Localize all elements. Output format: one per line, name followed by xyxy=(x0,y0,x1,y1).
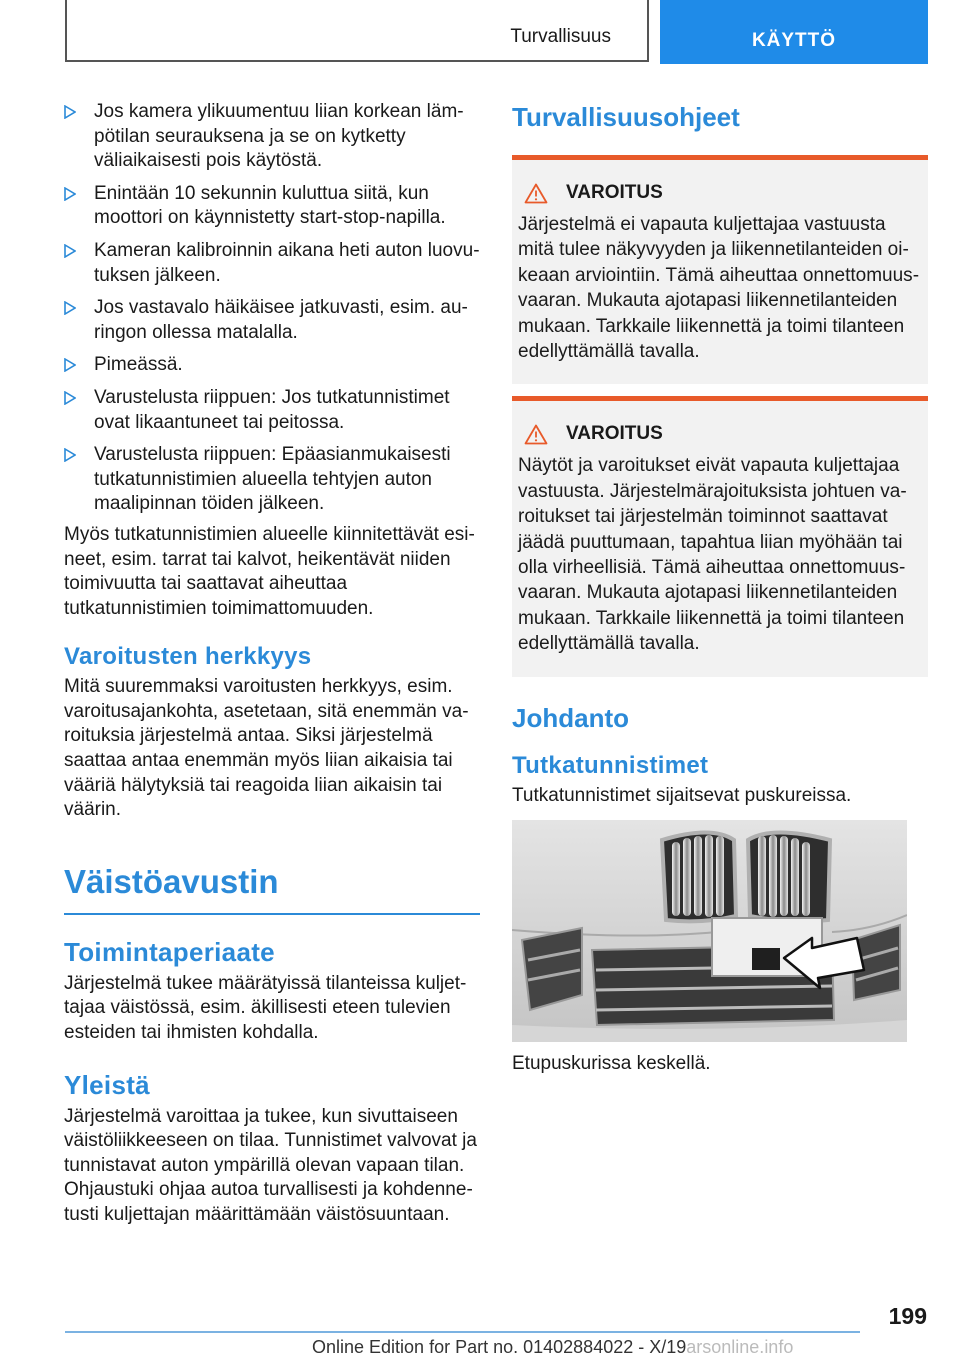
list-item: Enintään 10 sekunnin kuluttua siitä, kun moottori on käynnistetty start-stop-napilla. xyxy=(64,182,480,231)
footer-edition-text: Online Edition for Part no. 01402884022 - X/19 xyxy=(312,1337,687,1357)
heading-evasion-assist: Väistöavustin xyxy=(64,863,480,915)
header-chapter-tab xyxy=(660,0,928,64)
triangle-right-bullet-icon xyxy=(64,187,76,201)
warning-triangle-icon xyxy=(524,183,548,204)
left-column xyxy=(64,100,480,1228)
warning-title: VAROITUS xyxy=(566,182,663,203)
footer-divider xyxy=(65,1331,860,1333)
triangle-right-bullet-icon xyxy=(64,358,76,372)
list-item: Kameran kalibroinnin aikana heti auton luovutuksen jälkeen. xyxy=(64,239,480,288)
warning-title: VAROITUS xyxy=(566,423,663,445)
list-item: Pimeässä. xyxy=(64,353,480,378)
warning-box-2 xyxy=(512,396,928,676)
list-item: Varustelusta riippuen: Epäasianmukaisesti tutkatunnistimien alueella tehtyjen auton maalipinnan töiden jälkeen. xyxy=(64,443,480,517)
paragraph-sensors: Tutkatunnistimet sijaitsevat puskureissa. xyxy=(512,784,852,806)
header-chapter-label: KÄYTTÖ xyxy=(751,30,837,51)
header-section-box xyxy=(65,0,649,62)
footer-watermark: arsonline.info xyxy=(686,1337,794,1357)
heading-introduction: Johdanto xyxy=(512,702,629,733)
footer-edition xyxy=(312,1337,793,1358)
warning-text: Järjestelmä ei vapauta kuljettajaa vastuusta mitä tulee näkyvyyden ja liikennetilanteiden oikeaan arviointiin. Tämä aiheuttaa onnettomuusvaaran. Mukauta ajotapasi liikennetilanteiden mukaan. Tarkkaile liikennettä ja toimi tilanteen edellyttämällä tavalla. xyxy=(518,214,920,363)
paragraph-principle: Järjestelmä tukee määrätyissä tilanteissa kuljettajaa väistössä, esim. äkillisesti eteen tulevien esteiden tai ihmisten kohdalla. xyxy=(64,972,467,1044)
heading-radar-sensors: Tutkatunnistimet xyxy=(512,751,709,779)
triangle-right-bullet-icon xyxy=(64,391,76,405)
bumper-radar-sensor-photo xyxy=(512,820,907,1042)
right-column xyxy=(512,100,928,1077)
heading-principle: Toimintaperiaate xyxy=(64,936,275,967)
warning-triangle-icon xyxy=(524,424,548,445)
page-number: 199 xyxy=(888,1303,927,1329)
triangle-right-bullet-icon xyxy=(64,244,76,258)
triangle-right-bullet-icon xyxy=(64,301,76,315)
paragraph-attachments: Myös tutkatunnistimien alueelle kiinnitettävät esineet, esim. tarrat tai kalvot, heikentävät niiden toimivuutta tai saattavat aiheuttaa tutkatunnistimien toimimattomuuden. xyxy=(64,523,475,619)
warning-text: Näytöt ja varoitukset eivät vapauta kuljettajaa vastuusta. Järjestelmärajoituksista johtuen varoitukset tai järjestelmän toiminnot saattavat jäädä puuttumaan, tapahtua liian myöhään tai olla virheellisiä. Tämä aiheuttaa onnettomuusvaaran. Mukauta ajotapasi liikennetilanteiden mukaan. Tarkkaile liikennettä ja toimi tilanteen edellyttämällä tavalla. xyxy=(518,455,907,655)
triangle-right-bullet-icon xyxy=(64,448,76,462)
condition-list xyxy=(64,100,480,517)
page-header xyxy=(65,0,928,64)
list-item: Jos vastavalo häikäisee jatkuvasti, esim. auringon ollessa matalalla. xyxy=(64,296,480,345)
paragraph-general: Järjestelmä varoittaa ja tukee, kun sivuttaiseen väistöliikkeeseen on tilaa. Tunnistimet valvovat ja tunnistavat auton ympärillä olevan vapaan tilan. Ohjaustuki ohjaa autoa turvallisesti ja kohdennetusti kuljettajan määrittämään väistösuuntaan. xyxy=(64,1105,477,1225)
warning-box-1 xyxy=(512,155,928,384)
figure-caption: Etupuskurissa keskellä. xyxy=(512,1053,711,1075)
heading-general: Yleistä xyxy=(64,1069,150,1100)
paragraph-sensitivity: Mitä suuremmaksi varoitusten herkkyys, esim. varoitusajankohta, asetetaan, sitä enemmän varoituksia järjestelmä antaa. Siksi järjestelmä saattaa antaa enemmän myös liian aikaisia tai vääriä hälytyksiä tai reagoida liian aikaisin tai väärin. xyxy=(64,676,469,821)
triangle-right-bullet-icon xyxy=(64,105,76,119)
list-item: Varustelusta riippuen: Jos tutkatunnistimet ovat likaantuneet tai peitossa. xyxy=(64,386,480,435)
heading-safety-notes: Turvallisuusohjeet xyxy=(512,102,740,132)
list-item: Jos kamera ylikuumentuu liian korkean lämpötilan seurauksena ja se on kytketty väliaikaisesti pois käytöstä. xyxy=(64,100,480,174)
header-section-label: Turvallisuus xyxy=(510,26,611,47)
heading-warning-sensitivity: Varoitusten herkkyys xyxy=(64,643,312,671)
